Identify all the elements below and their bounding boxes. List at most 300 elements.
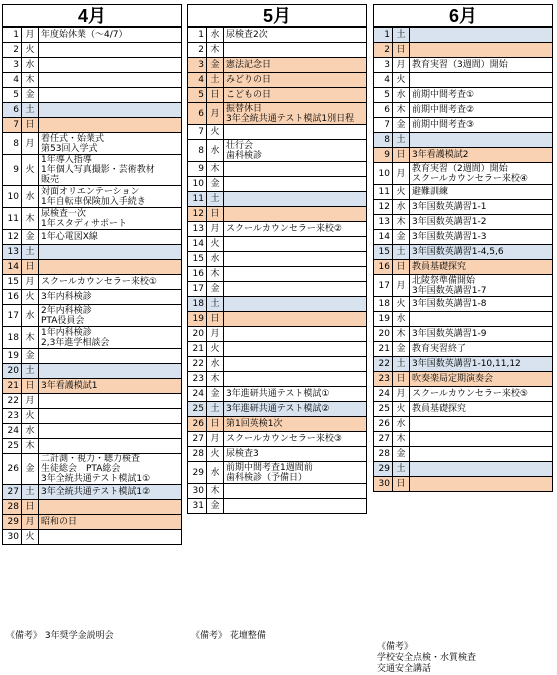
remarks-text: 3年奨学金説明会	[44, 631, 114, 641]
event-text: 前期中間考査①	[412, 90, 475, 100]
event-text: 昭和の日	[41, 517, 78, 527]
event-cell	[410, 163, 553, 185]
day-number: 7	[374, 118, 393, 133]
event-cell	[410, 148, 553, 163]
day-number: 24	[374, 387, 393, 402]
month-title-june: 6月	[373, 4, 553, 27]
event-text: 前期中間考査③	[412, 120, 475, 130]
day-row	[3, 230, 182, 245]
weekday: 水	[22, 305, 39, 327]
event-text: 1年導入指導	[41, 155, 92, 165]
weekday: 月	[393, 275, 410, 297]
day-row	[3, 43, 182, 58]
weekday: 日	[22, 260, 39, 275]
event-text: 3年国数英講習1-8	[412, 299, 487, 309]
day-row	[374, 462, 553, 477]
event-text: 1年個人写真撮影・芸術教材	[41, 165, 155, 175]
day-number: 12	[3, 230, 22, 245]
weekday: 金	[393, 230, 410, 245]
day-row	[3, 394, 182, 409]
weekday: 金	[207, 387, 224, 402]
day-number: 10	[3, 186, 22, 208]
day-number: 2	[3, 43, 22, 58]
event-cell	[39, 28, 182, 43]
event-cell	[39, 155, 182, 186]
day-number: 4	[3, 73, 22, 88]
day-row	[374, 297, 553, 312]
weekday: 月	[207, 222, 224, 237]
day-number: 26	[3, 454, 22, 485]
event-cell	[39, 409, 182, 424]
weekday: 火	[22, 530, 39, 545]
day-number: 7	[188, 125, 207, 140]
day-row	[374, 88, 553, 103]
weekday: 火	[393, 73, 410, 88]
weekday: 日	[207, 312, 224, 327]
day-row	[188, 342, 367, 357]
event-cell	[224, 58, 367, 73]
event-cell	[39, 245, 182, 260]
day-row	[188, 252, 367, 267]
day-number: 9	[3, 155, 22, 186]
day-row	[3, 349, 182, 364]
weekday: 木	[22, 208, 39, 230]
weekday: 木	[393, 327, 410, 342]
day-row	[374, 185, 553, 200]
day-number: 30	[374, 477, 393, 492]
day-row	[188, 125, 367, 140]
weekday: 火	[22, 409, 39, 424]
day-row	[374, 245, 553, 260]
day-number: 18	[374, 297, 393, 312]
weekday: 土	[393, 462, 410, 477]
day-row	[374, 215, 553, 230]
event-cell	[224, 237, 367, 252]
day-row	[3, 500, 182, 515]
event-cell	[224, 222, 367, 237]
day-row	[3, 58, 182, 73]
june-column	[373, 4, 553, 492]
event-text: スクールカウンセラー来校④	[412, 173, 528, 184]
event-text: 尿検査一次	[41, 208, 87, 219]
event-cell	[39, 500, 182, 515]
event-cell	[410, 215, 553, 230]
day-number: 1	[374, 28, 393, 43]
weekday: 月	[393, 163, 410, 185]
event-cell	[410, 462, 553, 477]
day-row	[188, 28, 367, 43]
day-row	[3, 88, 182, 103]
event-text: 3年進研共通テスト模試②	[226, 404, 330, 414]
day-number: 5	[374, 88, 393, 103]
day-number: 18	[3, 327, 22, 349]
event-text: 尿検査3	[226, 449, 259, 459]
weekday: 火	[22, 155, 39, 186]
day-row	[188, 237, 367, 252]
event-cell	[410, 185, 553, 200]
event-cell	[224, 342, 367, 357]
day-row	[3, 186, 182, 208]
event-cell	[224, 499, 367, 514]
event-cell	[410, 103, 553, 118]
event-text: 1年内科検診	[41, 327, 92, 338]
event-cell	[410, 88, 553, 103]
day-row	[374, 275, 553, 297]
event-cell	[39, 349, 182, 364]
day-number: 23	[188, 372, 207, 387]
event-text: 1年自転車保険加入手続き	[41, 196, 146, 207]
day-row	[374, 357, 553, 372]
weekday: 月	[207, 432, 224, 447]
event-text: スクールカウンセラー来校①	[41, 277, 157, 287]
weekday: 水	[22, 58, 39, 73]
weekday: 木	[207, 267, 224, 282]
weekday: 日	[207, 207, 224, 222]
day-row	[188, 327, 367, 342]
day-row	[188, 282, 367, 297]
weekday: 火	[207, 237, 224, 252]
day-number: 16	[188, 267, 207, 282]
day-number: 17	[3, 305, 22, 327]
day-number: 5	[188, 88, 207, 103]
event-cell	[410, 230, 553, 245]
event-cell	[39, 364, 182, 379]
event-cell	[410, 200, 553, 215]
event-text: 3年国数英講習1-9	[412, 329, 487, 339]
day-row	[3, 454, 182, 485]
weekday: 土	[22, 103, 39, 118]
event-cell	[224, 267, 367, 282]
day-row	[374, 387, 553, 402]
may-column	[187, 4, 367, 514]
event-text: 歯科検診	[226, 150, 263, 161]
day-number: 29	[3, 515, 22, 530]
event-cell	[39, 454, 182, 485]
day-row	[3, 364, 182, 379]
event-text: 前期中間考査1週間前	[226, 462, 313, 473]
weekday: 木	[22, 327, 39, 349]
event-cell	[224, 357, 367, 372]
day-number: 28	[3, 500, 22, 515]
day-row	[3, 485, 182, 500]
event-text: 2年内科検診	[41, 305, 92, 316]
day-number: 25	[374, 402, 393, 417]
event-text: 3年看護模試2	[412, 150, 469, 160]
day-row	[188, 192, 367, 207]
event-text: 生徒総会 PTA総会	[41, 464, 121, 474]
weekday: 火	[22, 43, 39, 58]
weekday: 日	[22, 118, 39, 133]
weekday: 木	[393, 215, 410, 230]
event-cell	[39, 58, 182, 73]
event-cell	[224, 282, 367, 297]
weekday: 月	[22, 133, 39, 155]
day-row	[374, 103, 553, 118]
day-number: 9	[374, 148, 393, 163]
day-number: 19	[188, 312, 207, 327]
event-cell	[39, 379, 182, 394]
weekday: 金	[207, 177, 224, 192]
event-cell	[224, 88, 367, 103]
event-text: 3年国数英講習1-1	[412, 202, 487, 212]
day-number: 1	[3, 28, 22, 43]
day-row	[3, 409, 182, 424]
event-cell	[39, 530, 182, 545]
day-row	[188, 447, 367, 462]
event-cell	[224, 140, 367, 162]
weekday: 木	[207, 372, 224, 387]
day-row	[188, 88, 367, 103]
event-cell	[39, 327, 182, 349]
weekday: 土	[22, 245, 39, 260]
day-number: 12	[374, 200, 393, 215]
event-text: 2,3年進学相談会	[41, 337, 110, 348]
day-row	[374, 447, 553, 462]
day-number: 24	[188, 387, 207, 402]
event-cell	[39, 230, 182, 245]
event-text: 販売	[41, 175, 60, 185]
day-number: 11	[374, 185, 393, 200]
event-cell	[224, 327, 367, 342]
weekday: 火	[393, 297, 410, 312]
weekday: 土	[22, 485, 39, 500]
day-number: 21	[188, 342, 207, 357]
event-cell	[224, 177, 367, 192]
day-number: 22	[188, 357, 207, 372]
weekday: 日	[393, 148, 410, 163]
day-number: 26	[374, 417, 393, 432]
weekday: 土	[22, 364, 39, 379]
day-row	[374, 402, 553, 417]
day-number: 8	[3, 133, 22, 155]
weekday: 日	[393, 260, 410, 275]
day-row	[3, 208, 182, 230]
event-text: 1年スタディサポート	[41, 218, 128, 229]
day-row	[188, 432, 367, 447]
event-cell	[410, 327, 553, 342]
day-row	[188, 103, 367, 125]
weekday: 日	[393, 43, 410, 58]
event-text: 避難訓練	[412, 187, 449, 197]
day-row	[374, 312, 553, 327]
weekday: 月	[393, 58, 410, 73]
day-number: 25	[188, 402, 207, 417]
weekday: 金	[22, 454, 39, 485]
day-row	[3, 155, 182, 186]
day-number: 3	[374, 58, 393, 73]
day-number: 20	[3, 364, 22, 379]
day-number: 19	[3, 349, 22, 364]
event-text: 3年国数英講習1-7	[412, 285, 487, 296]
day-row	[3, 305, 182, 327]
day-number: 11	[3, 208, 22, 230]
weekday: 水	[207, 140, 224, 162]
weekday: 日	[22, 379, 39, 394]
day-number: 28	[188, 447, 207, 462]
day-row	[188, 484, 367, 499]
day-number: 12	[188, 207, 207, 222]
event-cell	[39, 290, 182, 305]
weekday: 金	[22, 230, 39, 245]
event-cell	[410, 432, 553, 447]
event-text: 前期中間考査②	[412, 105, 475, 115]
event-cell	[39, 260, 182, 275]
day-row	[188, 140, 367, 162]
event-text: 3年国数英講習1-10,11,12	[412, 359, 521, 369]
event-text: 年度始休業（～4/7）	[41, 30, 128, 40]
day-number: 27	[374, 432, 393, 447]
weekday: 金	[393, 447, 410, 462]
day-number: 20	[374, 327, 393, 342]
event-text: 対面オリエンテーション	[41, 186, 140, 197]
event-cell	[224, 73, 367, 88]
day-row	[3, 424, 182, 439]
day-number: 19	[374, 312, 393, 327]
may-remarks	[191, 631, 266, 642]
weekday: 水	[393, 88, 410, 103]
event-text: 着任式・始業式	[41, 133, 105, 144]
day-number: 9	[188, 162, 207, 177]
event-text: スクールカウンセラー来校⑤	[412, 389, 528, 399]
event-cell	[39, 88, 182, 103]
day-number: 23	[3, 409, 22, 424]
weekday: 木	[22, 73, 39, 88]
day-number: 10	[188, 177, 207, 192]
event-cell	[39, 103, 182, 118]
day-row	[3, 327, 182, 349]
weekday: 木	[207, 43, 224, 58]
day-row	[188, 312, 367, 327]
event-cell	[224, 372, 367, 387]
weekday: 木	[393, 103, 410, 118]
weekday: 土	[393, 357, 410, 372]
day-row	[374, 260, 553, 275]
event-text: みどりの日	[226, 75, 272, 85]
weekday: 木	[22, 439, 39, 454]
event-cell	[39, 186, 182, 208]
day-row	[374, 327, 553, 342]
event-text: 3年進研共通テスト模試①	[226, 389, 330, 399]
weekday: 木	[207, 484, 224, 499]
day-row	[188, 222, 367, 237]
event-cell	[224, 252, 367, 267]
day-number: 17	[188, 282, 207, 297]
day-row	[374, 417, 553, 432]
day-number: 31	[188, 499, 207, 514]
day-row	[374, 432, 553, 447]
event-cell	[410, 342, 553, 357]
weekday: 火	[207, 125, 224, 140]
day-row	[374, 28, 553, 43]
remarks-text: 花壇整備	[229, 631, 266, 641]
day-row	[374, 58, 553, 73]
day-row	[188, 207, 367, 222]
day-row	[3, 439, 182, 454]
day-row	[188, 462, 367, 484]
day-number: 14	[3, 260, 22, 275]
day-number: 3	[188, 58, 207, 73]
day-number: 11	[188, 192, 207, 207]
day-row	[188, 177, 367, 192]
event-cell	[410, 447, 553, 462]
event-cell	[39, 305, 182, 327]
day-number: 7	[3, 118, 22, 133]
weekday: 水	[22, 186, 39, 208]
weekday: 金	[22, 88, 39, 103]
day-number: 27	[188, 432, 207, 447]
event-cell	[410, 372, 553, 387]
day-row	[374, 200, 553, 215]
day-row	[3, 379, 182, 394]
day-number: 5	[3, 88, 22, 103]
day-number: 4	[188, 73, 207, 88]
weekday: 月	[22, 28, 39, 43]
day-row	[374, 230, 553, 245]
weekday: 火	[393, 402, 410, 417]
event-text: 3年全統共通テスト模試1①	[41, 474, 151, 484]
day-number: 24	[3, 424, 22, 439]
weekday: 月	[207, 103, 224, 125]
event-cell	[410, 357, 553, 372]
day-row	[374, 342, 553, 357]
month-title-may: 5月	[187, 4, 367, 27]
weekday: 月	[393, 387, 410, 402]
event-cell	[224, 162, 367, 177]
day-row	[3, 103, 182, 118]
remarks-text: 学校安全点検・水質検査 交通安全講話	[377, 653, 477, 674]
day-row	[188, 387, 367, 402]
day-number: 13	[374, 215, 393, 230]
day-number: 2	[374, 43, 393, 58]
day-number: 8	[374, 133, 393, 148]
event-cell	[224, 297, 367, 312]
event-cell	[410, 275, 553, 297]
event-cell	[410, 245, 553, 260]
day-number: 6	[188, 103, 207, 125]
day-number: 30	[3, 530, 22, 545]
event-cell	[410, 28, 553, 43]
event-cell	[224, 387, 367, 402]
day-number: 6	[374, 103, 393, 118]
day-row	[3, 530, 182, 545]
event-cell	[224, 432, 367, 447]
weekday: 日	[207, 417, 224, 432]
weekday: 土	[393, 133, 410, 148]
remarks-label: 《備考》	[6, 631, 43, 641]
event-cell	[410, 417, 553, 432]
day-number: 16	[3, 290, 22, 305]
weekday: 土	[393, 245, 410, 260]
event-cell	[39, 43, 182, 58]
day-number: 23	[374, 372, 393, 387]
weekday: 火	[207, 342, 224, 357]
event-cell	[410, 477, 553, 492]
event-cell	[39, 424, 182, 439]
day-row	[188, 43, 367, 58]
weekday: 火	[207, 447, 224, 462]
event-cell	[410, 58, 553, 73]
day-row	[188, 417, 367, 432]
day-number: 10	[374, 163, 393, 185]
day-row	[3, 515, 182, 530]
day-number: 17	[374, 275, 393, 297]
day-number: 14	[188, 237, 207, 252]
remarks-label: 《備考》	[377, 642, 414, 652]
event-cell	[410, 297, 553, 312]
day-row	[188, 402, 367, 417]
day-number: 22	[3, 394, 22, 409]
weekday: 土	[393, 28, 410, 43]
